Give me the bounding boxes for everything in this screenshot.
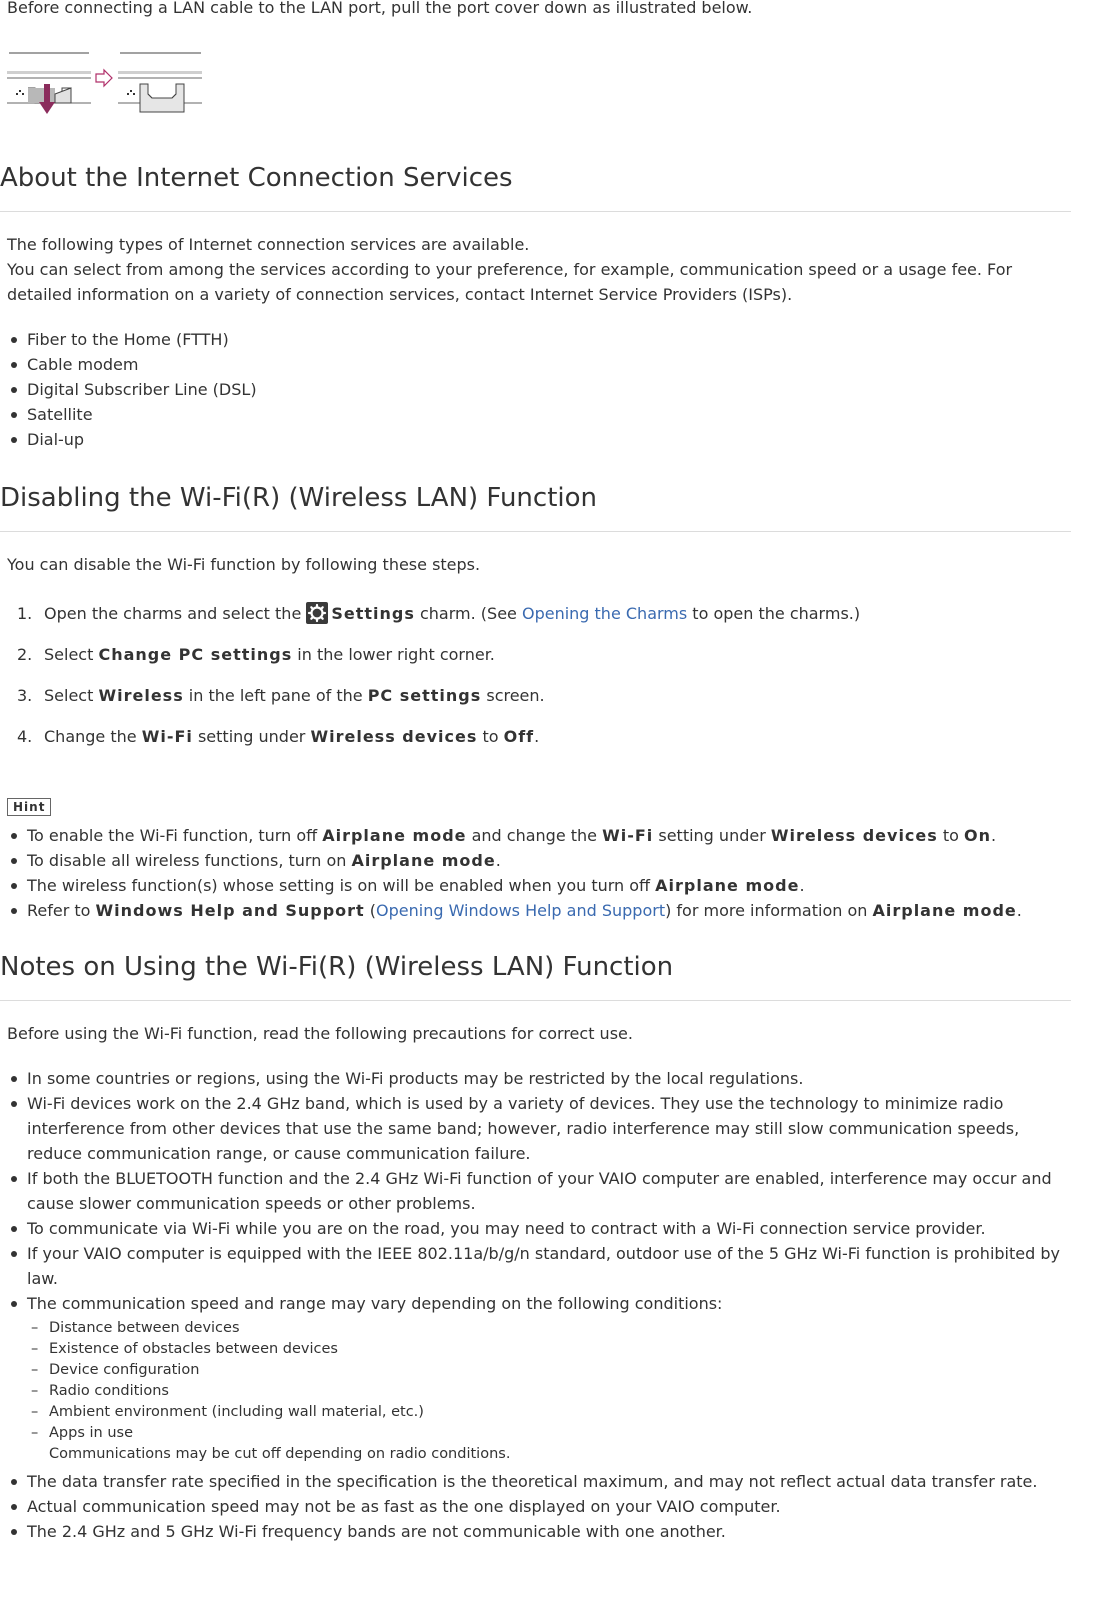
lan-port-cover-diagram <box>7 50 207 120</box>
hint-item: To enable the Wi-Fi function, turn off Airplane mode and change the Wi-Fi setting under Wireless devices to On. <box>0 823 1077 848</box>
condition-item: – Distance between devices <box>27 1318 1077 1339</box>
hint-block <box>7 796 51 816</box>
settings-gear-icon <box>306 602 328 624</box>
section-divider <box>0 531 1071 532</box>
list-item: The 2.4 GHz and 5 GHz Wi-Fi frequency bands are not communicable with one another. <box>0 1519 1077 1544</box>
step-item: 4. Change the Wi-Fi setting under Wireless devices to Off. <box>17 727 540 746</box>
step-item: 1. Open the charms and select the Settings charm. (See Opening the Charms to open the charms.) <box>17 604 861 623</box>
list-item: Dial-up <box>0 427 1077 452</box>
conditions-note: Communications may be cut off depending on radio conditions. <box>49 1446 511 1462</box>
ui-term-pc-settings: PC settings <box>367 686 482 705</box>
conditions-list <box>27 1318 1077 1465</box>
list-item: The data transfer rate specified in the specification is the theoretical maximum, and may not reflect actual data transfer rate. <box>0 1469 1077 1494</box>
ui-term-change-pc-settings: Change PC settings <box>98 645 293 664</box>
list-item: Digital Subscriber Line (DSL) <box>0 377 1077 402</box>
list-item: The communication speed and range may vary depending on the following conditions: – Distance between devices – Existence of obstacles between devices – Device configuration – Radio conditions – Ambient environment (including wall material, etc.) – Apps in use Communications may be cut off depending on radio conditions. <box>0 1291 1077 1465</box>
section-internet-services-body <box>0 232 1094 452</box>
list-item: Satellite <box>0 402 1077 427</box>
hint-item: The wireless function(s) whose setting is on will be enabled when you turn off Airplane mode. <box>0 873 1077 898</box>
disable-intro: You can disable the Wi-Fi function by following these steps. <box>7 555 481 574</box>
section-divider <box>0 211 1071 212</box>
link-opening-the-charms[interactable]: Opening the Charms <box>521 604 688 623</box>
hint-item: To disable all wireless functions, turn on Airplane mode. <box>0 848 1077 873</box>
hint-item: Refer to Windows Help and Support (Opening Windows Help and Support) for more information on Airplane mode. <box>0 898 1077 923</box>
list-item: To communicate via Wi-Fi while you are on the road, you may need to contract with a Wi-Fi connection service provider. <box>0 1216 1077 1241</box>
services-list <box>0 327 1094 452</box>
lan-port-illustration <box>7 50 207 124</box>
ui-term-wifi: Wi-Fi <box>141 727 193 746</box>
link-opening-windows-help[interactable]: Opening Windows Help and Support <box>376 901 666 920</box>
list-item: Actual communication speed may not be as fast as the one displayed on your VAIO computer. <box>0 1494 1077 1519</box>
section-notes-wifi-body <box>0 1021 1094 1544</box>
hint-badge: Hint <box>7 798 51 816</box>
services-description: You can select from among the services according to your preference, for example, communication speed or a usage fee. For detailed information on a variety of connection services, contact Internet Service Providers (ISPs). <box>7 260 1013 304</box>
notes-list <box>0 1066 1094 1544</box>
list-item: Cable modem <box>0 352 1077 377</box>
list-item: Wi-Fi devices work on the 2.4 GHz band, which is used by a variety of devices. They use the technology to minimize radio interference from other devices that use the same band; however, radio interference may still slow communication speeds, reduce communication range, or cause communication failure. <box>0 1091 1077 1166</box>
section-title-internet-services: About the Internet Connection Services <box>0 163 513 193</box>
condition-item: – Existence of obstacles between devices <box>27 1339 1077 1360</box>
step-item: 2. Select Change PC settings in the lower right corner. <box>17 645 495 664</box>
list-item: If your VAIO computer is equipped with the IEEE 802.11a/b/g/n standard, outdoor use of the 5 GHz Wi-Fi function is prohibited by law. <box>0 1241 1077 1291</box>
condition-item: – Ambient environment (including wall material, etc.) <box>27 1402 1077 1423</box>
disable-steps <box>0 601 1094 765</box>
ui-term-wireless-devices: Wireless devices <box>310 727 478 746</box>
condition-item: – Radio conditions <box>27 1381 1077 1402</box>
section-disabling-wifi-body <box>0 552 1094 920</box>
lan-symbol-icon-right <box>127 90 135 95</box>
notes-intro: Before using the Wi-Fi function, read the following precautions for correct use. <box>7 1024 633 1043</box>
ui-term-settings: Settings <box>331 604 415 623</box>
section-title-disabling-wifi: Disabling the Wi-Fi(R) (Wireless LAN) Function <box>0 483 598 513</box>
hint-list <box>0 823 1077 923</box>
ui-term-wireless: Wireless <box>98 686 184 705</box>
lan-symbol-icon-left <box>16 90 24 95</box>
list-item: In some countries or regions, using the Wi-Fi products may be restricted by the local regulations. <box>0 1066 1077 1091</box>
intro-text: Before connecting a LAN cable to the LAN port, pull the port cover down as illustrated below. <box>7 0 753 17</box>
section-title-notes-wifi: Notes on Using the Wi-Fi(R) (Wireless LAN) Function <box>0 952 674 982</box>
list-item: Fiber to the Home (FTTH) <box>0 327 1077 352</box>
condition-item: – Apps in use Communications may be cut off depending on radio conditions. <box>27 1423 1077 1465</box>
services-intro: The following types of Internet connection services are available. <box>7 235 530 254</box>
section-divider <box>0 1000 1071 1001</box>
step-item: 3. Select Wireless in the left pane of the PC settings screen. <box>17 686 545 705</box>
ui-term-off: Off <box>503 727 535 746</box>
hollow-right-arrow-icon <box>96 70 112 86</box>
condition-item: – Device configuration <box>27 1360 1077 1381</box>
list-item: If both the BLUETOOTH function and the 2.4 GHz Wi-Fi function of your VAIO computer are enabled, interference may occur and cause slower communication speeds or other problems. <box>0 1166 1077 1216</box>
